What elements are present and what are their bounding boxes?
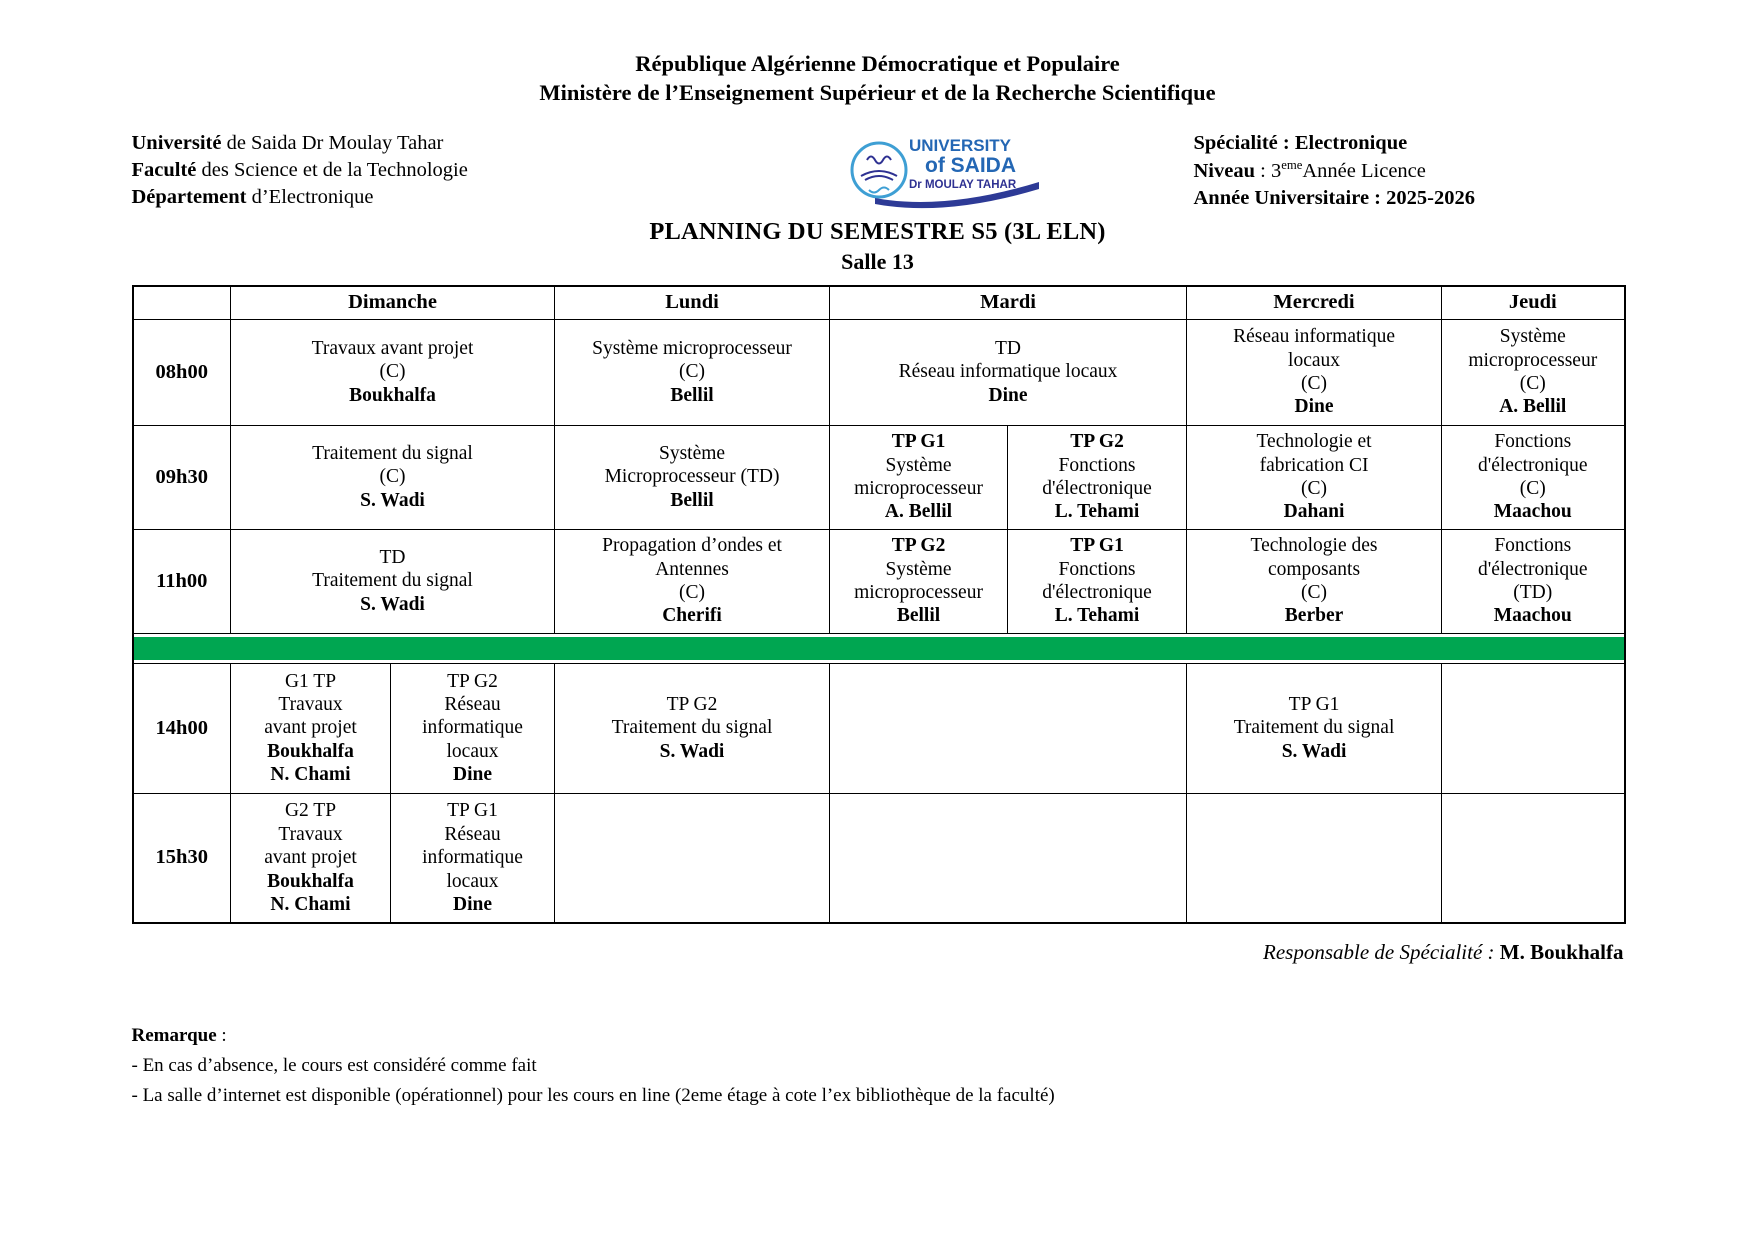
cell-line: microprocesseur xyxy=(1468,349,1598,371)
cell-09h30-mardi-g2 xyxy=(1008,425,1187,529)
day-header-mardi: Mardi xyxy=(830,286,1187,320)
cell-09h30-mercredi xyxy=(1187,425,1442,529)
remarque-colon: : xyxy=(216,1025,227,1047)
cell-line: A. Bellil xyxy=(884,501,953,523)
cell-15h30-jeudi xyxy=(1442,793,1625,923)
cell-line: N. Chami xyxy=(270,764,351,786)
cell-line: S. Wadi xyxy=(360,489,425,511)
cell-line: Bellil xyxy=(896,605,941,627)
cell-15h30-mercredi xyxy=(1187,793,1442,923)
universite-line xyxy=(132,130,692,157)
logo-text-of-saida: of SAIDA xyxy=(924,153,1016,177)
cell-line: (C) xyxy=(1301,478,1328,500)
cell-line: G1 TP xyxy=(284,670,337,692)
cell-line: Cherifi xyxy=(662,605,722,627)
cell-line: d'électronique xyxy=(1042,478,1152,500)
cell-line: Travaux avant projet xyxy=(311,338,474,359)
cell-line: N. Chami xyxy=(270,893,351,915)
cell-line: Bellil xyxy=(670,489,714,511)
cell-14h00-dimanche-g1 xyxy=(231,663,391,793)
cell-15h30-lundi xyxy=(555,793,830,923)
cell-line: S. Wadi xyxy=(659,740,725,762)
cell-line: TP G1 xyxy=(1288,694,1340,715)
cell-line: locaux xyxy=(446,740,499,762)
cell-line: Fonctions xyxy=(1058,454,1136,476)
cell-line: Système xyxy=(885,454,952,476)
schedule-table xyxy=(132,285,1626,925)
faculte-line xyxy=(132,157,692,184)
cell-line: Système xyxy=(1499,326,1566,348)
cell-09h30-lundi xyxy=(555,425,830,529)
departement-line xyxy=(132,184,692,211)
cell-line: Boukhalfa xyxy=(267,740,354,762)
cell-line: Fonctions xyxy=(1058,558,1136,580)
cell-line: Antennes xyxy=(655,558,729,580)
salle-subtitle: Salle 13 xyxy=(841,248,914,274)
schedule-row-11h00 xyxy=(133,529,1625,633)
cell-11h00-mardi-g1 xyxy=(830,529,1008,633)
cell-line: (C) xyxy=(1519,373,1546,395)
cell-line: L. Tehami xyxy=(1054,501,1140,523)
niveau-sup: eme xyxy=(1281,157,1303,172)
cell-line: Boukhalfa xyxy=(267,870,354,892)
faculte-value: des Science et de la Technologie xyxy=(196,158,468,181)
universite-label: Université xyxy=(131,131,222,154)
document-page xyxy=(132,0,1624,1111)
cell-14h00-lundi xyxy=(555,663,830,793)
green-separator-bar xyxy=(134,637,1624,660)
cell-line: (TD) xyxy=(1513,582,1553,604)
cell-08h00-mercredi xyxy=(1187,319,1442,425)
cell-11h00-lundi xyxy=(555,529,830,633)
cell-line: Réseau xyxy=(444,823,501,845)
cell-line: Boukhalfa xyxy=(349,384,436,406)
logo-book-shape-2 xyxy=(865,176,893,180)
responsable-line xyxy=(132,940,1624,965)
cell-line: Système xyxy=(658,443,726,464)
cell-11h00-jeudi xyxy=(1442,529,1625,633)
cell-line: A. Bellil xyxy=(1499,396,1567,418)
cell-line: informatique xyxy=(422,717,523,739)
cell-15h30-mardi xyxy=(830,793,1187,923)
cell-line: Traitement du signal xyxy=(312,570,473,592)
cell-line: Microprocesseur (TD) xyxy=(604,466,780,488)
cell-line: locaux xyxy=(446,870,499,892)
cell-11h00-dimanche xyxy=(231,529,555,633)
university-logo-icon xyxy=(845,132,1041,212)
cell-11h00-mercredi xyxy=(1187,529,1442,633)
departement-label: Département xyxy=(131,185,247,208)
niveau-label: Niveau xyxy=(1193,159,1255,182)
page-title: PLANNING DU SEMESTRE S5 (3L ELN) xyxy=(649,217,1106,245)
cell-line: TP G2 xyxy=(891,535,946,557)
remarque-label: Remarque xyxy=(131,1025,217,1047)
remarque-item-2: - La salle d’internet est disponible (opérationnel) pour les cours en line (2eme étage à cote l’ex bibliothèque de la faculté) xyxy=(131,1085,1055,1107)
cell-line: Bellil xyxy=(670,384,714,406)
cell-line: Dine xyxy=(988,384,1028,406)
responsable-name: M. Boukhalfa xyxy=(1499,940,1624,965)
republic-line: République Algérienne Démocratique et Populaire xyxy=(635,51,1120,76)
cell-09h30-jeudi xyxy=(1442,425,1625,529)
cell-line: Technologie des xyxy=(1250,535,1378,557)
cell-line: L. Tehami xyxy=(1054,605,1140,627)
cell-08h00-dimanche xyxy=(231,319,555,425)
cell-line: Système microprocesseur xyxy=(592,338,792,359)
cell-line: microprocesseur xyxy=(854,582,983,604)
day-header-jeudi: Jeudi xyxy=(1442,286,1625,320)
cell-line: (C) xyxy=(379,361,406,383)
schedule-row-09h30 xyxy=(133,425,1625,529)
cell-line: Réseau informatique xyxy=(1233,326,1395,348)
cell-line: composants xyxy=(1267,558,1361,580)
cell-15h30-dimanche-g2 xyxy=(391,793,555,923)
logo-text-university: UNIVERSITY xyxy=(908,135,1011,155)
schedule-row-15h30 xyxy=(133,793,1625,923)
cell-line: TP G2 xyxy=(447,670,498,692)
annee-line: Année Universitaire : 2025-2026 xyxy=(1193,186,1475,209)
day-header-dimanche: Dimanche xyxy=(231,286,555,320)
time-label-15h30: 15h30 xyxy=(133,793,231,923)
cell-line: (C) xyxy=(1301,582,1328,604)
cell-line: Fonctions xyxy=(1494,431,1572,453)
schedule-row-14h00 xyxy=(133,663,1625,793)
cell-line: (C) xyxy=(679,582,706,604)
cell-line: Réseau informatique locaux xyxy=(898,361,1118,383)
cell-line: Traitement du signal xyxy=(312,443,473,464)
cell-line: fabrication CI xyxy=(1259,454,1369,476)
logo-wrap xyxy=(692,130,1194,212)
cell-08h00-lundi xyxy=(555,319,830,425)
specialite-line: Spécialité : Electronique xyxy=(1193,131,1408,154)
cell-line: (C) xyxy=(679,361,706,383)
logo-calligraphy-2 xyxy=(869,187,889,192)
cell-line: Système xyxy=(885,558,952,580)
cell-14h00-mercredi xyxy=(1187,663,1442,793)
cell-line: locaux xyxy=(1288,349,1341,371)
cell-line: d'électronique xyxy=(1477,454,1588,476)
remarque-item-1: - En cas d’absence, le cours est considéré comme fait xyxy=(131,1055,537,1077)
day-header-lundi: Lundi xyxy=(555,286,830,320)
day-header-row xyxy=(133,286,1625,320)
time-label-09h30: 09h30 xyxy=(133,425,231,529)
cell-line: TP G2 xyxy=(1070,431,1124,453)
cell-line: G2 TP xyxy=(284,800,337,822)
cell-line: d'électronique xyxy=(1042,582,1152,604)
responsable-label: Responsable de Spécialité : xyxy=(1263,940,1500,965)
cell-09h30-dimanche xyxy=(231,425,555,529)
corner-cell xyxy=(133,286,231,320)
cell-line: Dine xyxy=(1294,396,1334,418)
cell-line: S. Wadi xyxy=(1281,740,1347,762)
remarque-title xyxy=(132,1021,1624,1051)
cell-11h00-mardi-g2 xyxy=(1008,529,1187,633)
cell-line: (C) xyxy=(379,466,406,488)
institution-block xyxy=(132,130,692,211)
universite-value: de Saida Dr Moulay Tahar xyxy=(221,131,444,154)
cell-line: Dine xyxy=(453,893,492,915)
cell-line: Propagation d’ondes et xyxy=(602,535,782,557)
remarque-block xyxy=(132,1021,1624,1111)
time-label-14h00: 14h00 xyxy=(133,663,231,793)
speciality-block xyxy=(1194,130,1624,212)
cell-14h00-dimanche-g2 xyxy=(391,663,555,793)
departement-value: d’Electronique xyxy=(246,185,374,208)
cell-14h00-jeudi xyxy=(1442,663,1625,793)
cell-line: (C) xyxy=(1301,373,1328,395)
niveau-line xyxy=(1194,157,1624,185)
cell-line: Maachou xyxy=(1493,501,1572,523)
cell-08h00-mardi xyxy=(830,319,1187,425)
ministry-line: Ministère de l’Enseignement Supérieur et de la Recherche Scientifique xyxy=(539,79,1216,105)
day-header-mercredi: Mercredi xyxy=(1187,286,1442,320)
separator-row xyxy=(133,633,1625,663)
cell-line: Maachou xyxy=(1493,605,1572,627)
cell-line: Traitement du signal xyxy=(611,717,773,739)
cell-line: Technologie et xyxy=(1256,431,1372,453)
cell-line: S. Wadi xyxy=(360,593,425,615)
cell-09h30-mardi-g1 xyxy=(830,425,1008,529)
cell-15h30-dimanche-g1 xyxy=(231,793,391,923)
cell-line: Réseau xyxy=(444,694,501,715)
cell-14h00-mardi xyxy=(830,663,1187,793)
cell-line: Dine xyxy=(453,764,492,786)
cell-line: Fonctions xyxy=(1494,535,1572,557)
info-row xyxy=(132,130,1624,212)
cell-line: (C) xyxy=(1519,478,1546,500)
cell-08h00-jeudi xyxy=(1442,319,1625,425)
cell-line: informatique xyxy=(422,847,523,869)
niveau-post: Année Licence xyxy=(1302,159,1426,182)
cell-line: TD xyxy=(379,547,406,568)
cell-line: Traitement du signal xyxy=(1233,717,1395,739)
cell-line: microprocesseur xyxy=(854,478,983,500)
logo-text-dr-moulay-tahar: Dr MOULAY TAHAR xyxy=(908,178,1016,191)
niveau-pre: : 3 xyxy=(1255,159,1282,182)
cell-line: Travaux xyxy=(278,823,343,845)
separator-cell xyxy=(133,633,1625,663)
cell-line: TP G2 xyxy=(666,694,718,715)
cell-line: Travaux xyxy=(278,694,343,715)
cell-line: avant projet xyxy=(264,847,357,869)
cell-line: TP G1 xyxy=(1070,535,1124,557)
cell-line: avant projet xyxy=(264,717,357,739)
time-label-08h00: 08h00 xyxy=(133,319,231,425)
cell-line: TP G1 xyxy=(891,431,946,453)
cell-line: Berber xyxy=(1284,605,1344,627)
faculte-label: Faculté xyxy=(131,158,197,181)
schedule-row-08h00 xyxy=(133,319,1625,425)
cell-line: d'électronique xyxy=(1477,558,1588,580)
cell-line: Dahani xyxy=(1283,501,1345,523)
time-label-11h00: 11h00 xyxy=(133,529,231,633)
cell-line: TD xyxy=(995,338,1022,359)
logo-calligraphy xyxy=(867,156,891,163)
cell-line: TP G1 xyxy=(447,800,498,822)
